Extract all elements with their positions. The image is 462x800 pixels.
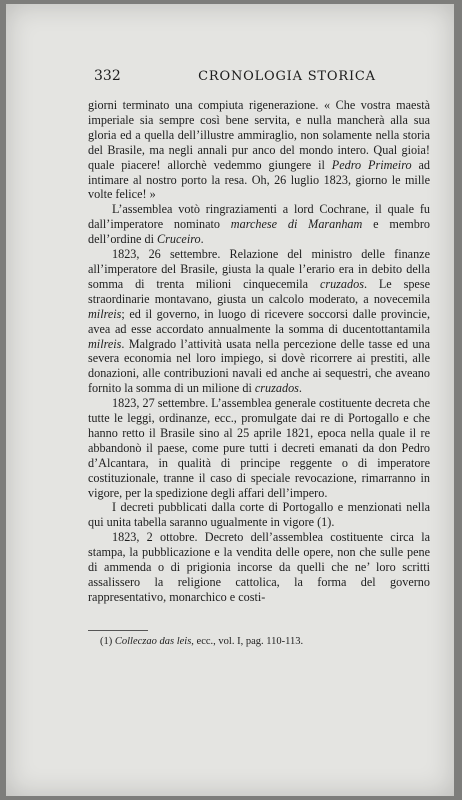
text-run: giorni terminato una compiuta rigenerazione. « Che vostra maestà imperiale sia sempre così bene servita, e nulla mancherà alla sua gloria ed a quella dell’illustre ammiraglio, non solamente nella storia del Brasile, ma negli annali pur anco del mondo intero. Qual gioia! quale piacere! allorchè vedemmo giungere il xyxy=(88,98,430,172)
italic-term: Pedro Primeiro xyxy=(331,157,412,172)
italic-term: marchese di Maranham xyxy=(230,217,363,232)
footnote-source: Colleczao das leis xyxy=(114,636,192,647)
paragraph xyxy=(88,98,430,202)
text-run: . Malgrado l’attività usata nella percezione delle tasse ed una severa economia nel loro impiego, si dovè ricorrere ai prestiti, alle donazioni, alle contribuzioni navali ed anche ai sequestri, che aveano fornito la somma di un milione di xyxy=(88,336,430,396)
footnote-rule xyxy=(88,630,148,631)
text-run: 1823, 27 settembre. L’assemblea generale costituente decreta che tutte le leggi, ordinanze, ecc., promulgate dai re di Portogallo e che hanno retto il Brasile sino al 25 aprile 1821, epoca nella quale il re abbandonò il paese, come pure tutti i decreti emanati da don Pedro d’Alcantara, in qualità di principe reggente o di imperatore costituzionale, tranne il caso di speciale revocazione, rimarranno in vigore, per la spedizione degli affari dell’impero. xyxy=(88,396,430,500)
body-text xyxy=(88,98,430,605)
italic-term: milreis xyxy=(88,306,122,321)
text-run: e membro dell’ordine di xyxy=(88,217,430,247)
paragraph xyxy=(88,500,430,530)
text-run: 1823, 2 ottobre. Decreto dell’assemblea costituente circa la stampa, la pubblicazione e la vendita delle opere, non che sulle pene di ammenda o di prigionia incorse da quelli che ne’ loro scritti assalissero la religione cattolica, la forma del governo rappresentativo, monarchico e costi- xyxy=(88,530,430,604)
text-run: ; ed il governo, in luogo di ricevere soccorsi dalle provincie, avea ad esse accordato annualmente la somma di ducentottantamila xyxy=(88,306,430,336)
footnote-marker: (1) xyxy=(100,636,113,647)
paragraph xyxy=(88,396,430,500)
text-run: . xyxy=(200,232,204,247)
text-run: ad intimare al nostro porto la resa. Oh, 26 luglio 1823, giorno le mille volte felice! » xyxy=(88,157,430,202)
page-number: 332 xyxy=(94,68,121,84)
running-title: CRONOLOGIA STORICA xyxy=(198,69,376,84)
italic-term: cruzados xyxy=(254,381,299,396)
paragraph xyxy=(88,202,430,247)
footnote-reference: , ecc., vol. I, pag. 110-113. xyxy=(191,636,304,647)
footnote xyxy=(100,636,430,647)
text-run: L’assemblea votò ringraziamenti a lord Cochrane, il quale fu dall’imperatore nominato xyxy=(88,202,430,232)
paragraph xyxy=(88,247,430,396)
text-run: . xyxy=(298,381,302,396)
italic-term: Cruceiro xyxy=(157,232,201,247)
text-run: 1823, 26 settembre. Relazione del ministro delle finanze all’imperatore del Brasile, giusta la quale l’erario era in debito della somma di trenta milioni cinquecemila xyxy=(88,247,430,291)
italic-term: milreis xyxy=(88,336,122,351)
text-run: . Le spese straordinarie montavano, giusta un calcolo moderato, a novecemila xyxy=(88,276,430,306)
page-header xyxy=(94,68,436,88)
paragraph xyxy=(88,530,430,605)
italic-term: cruzados xyxy=(319,276,364,291)
text-run: I decreti pubblicati dalla corte di Portogallo e menzionati nella qui unita tabella saranno ugualmente in vigore (1). xyxy=(88,500,430,530)
